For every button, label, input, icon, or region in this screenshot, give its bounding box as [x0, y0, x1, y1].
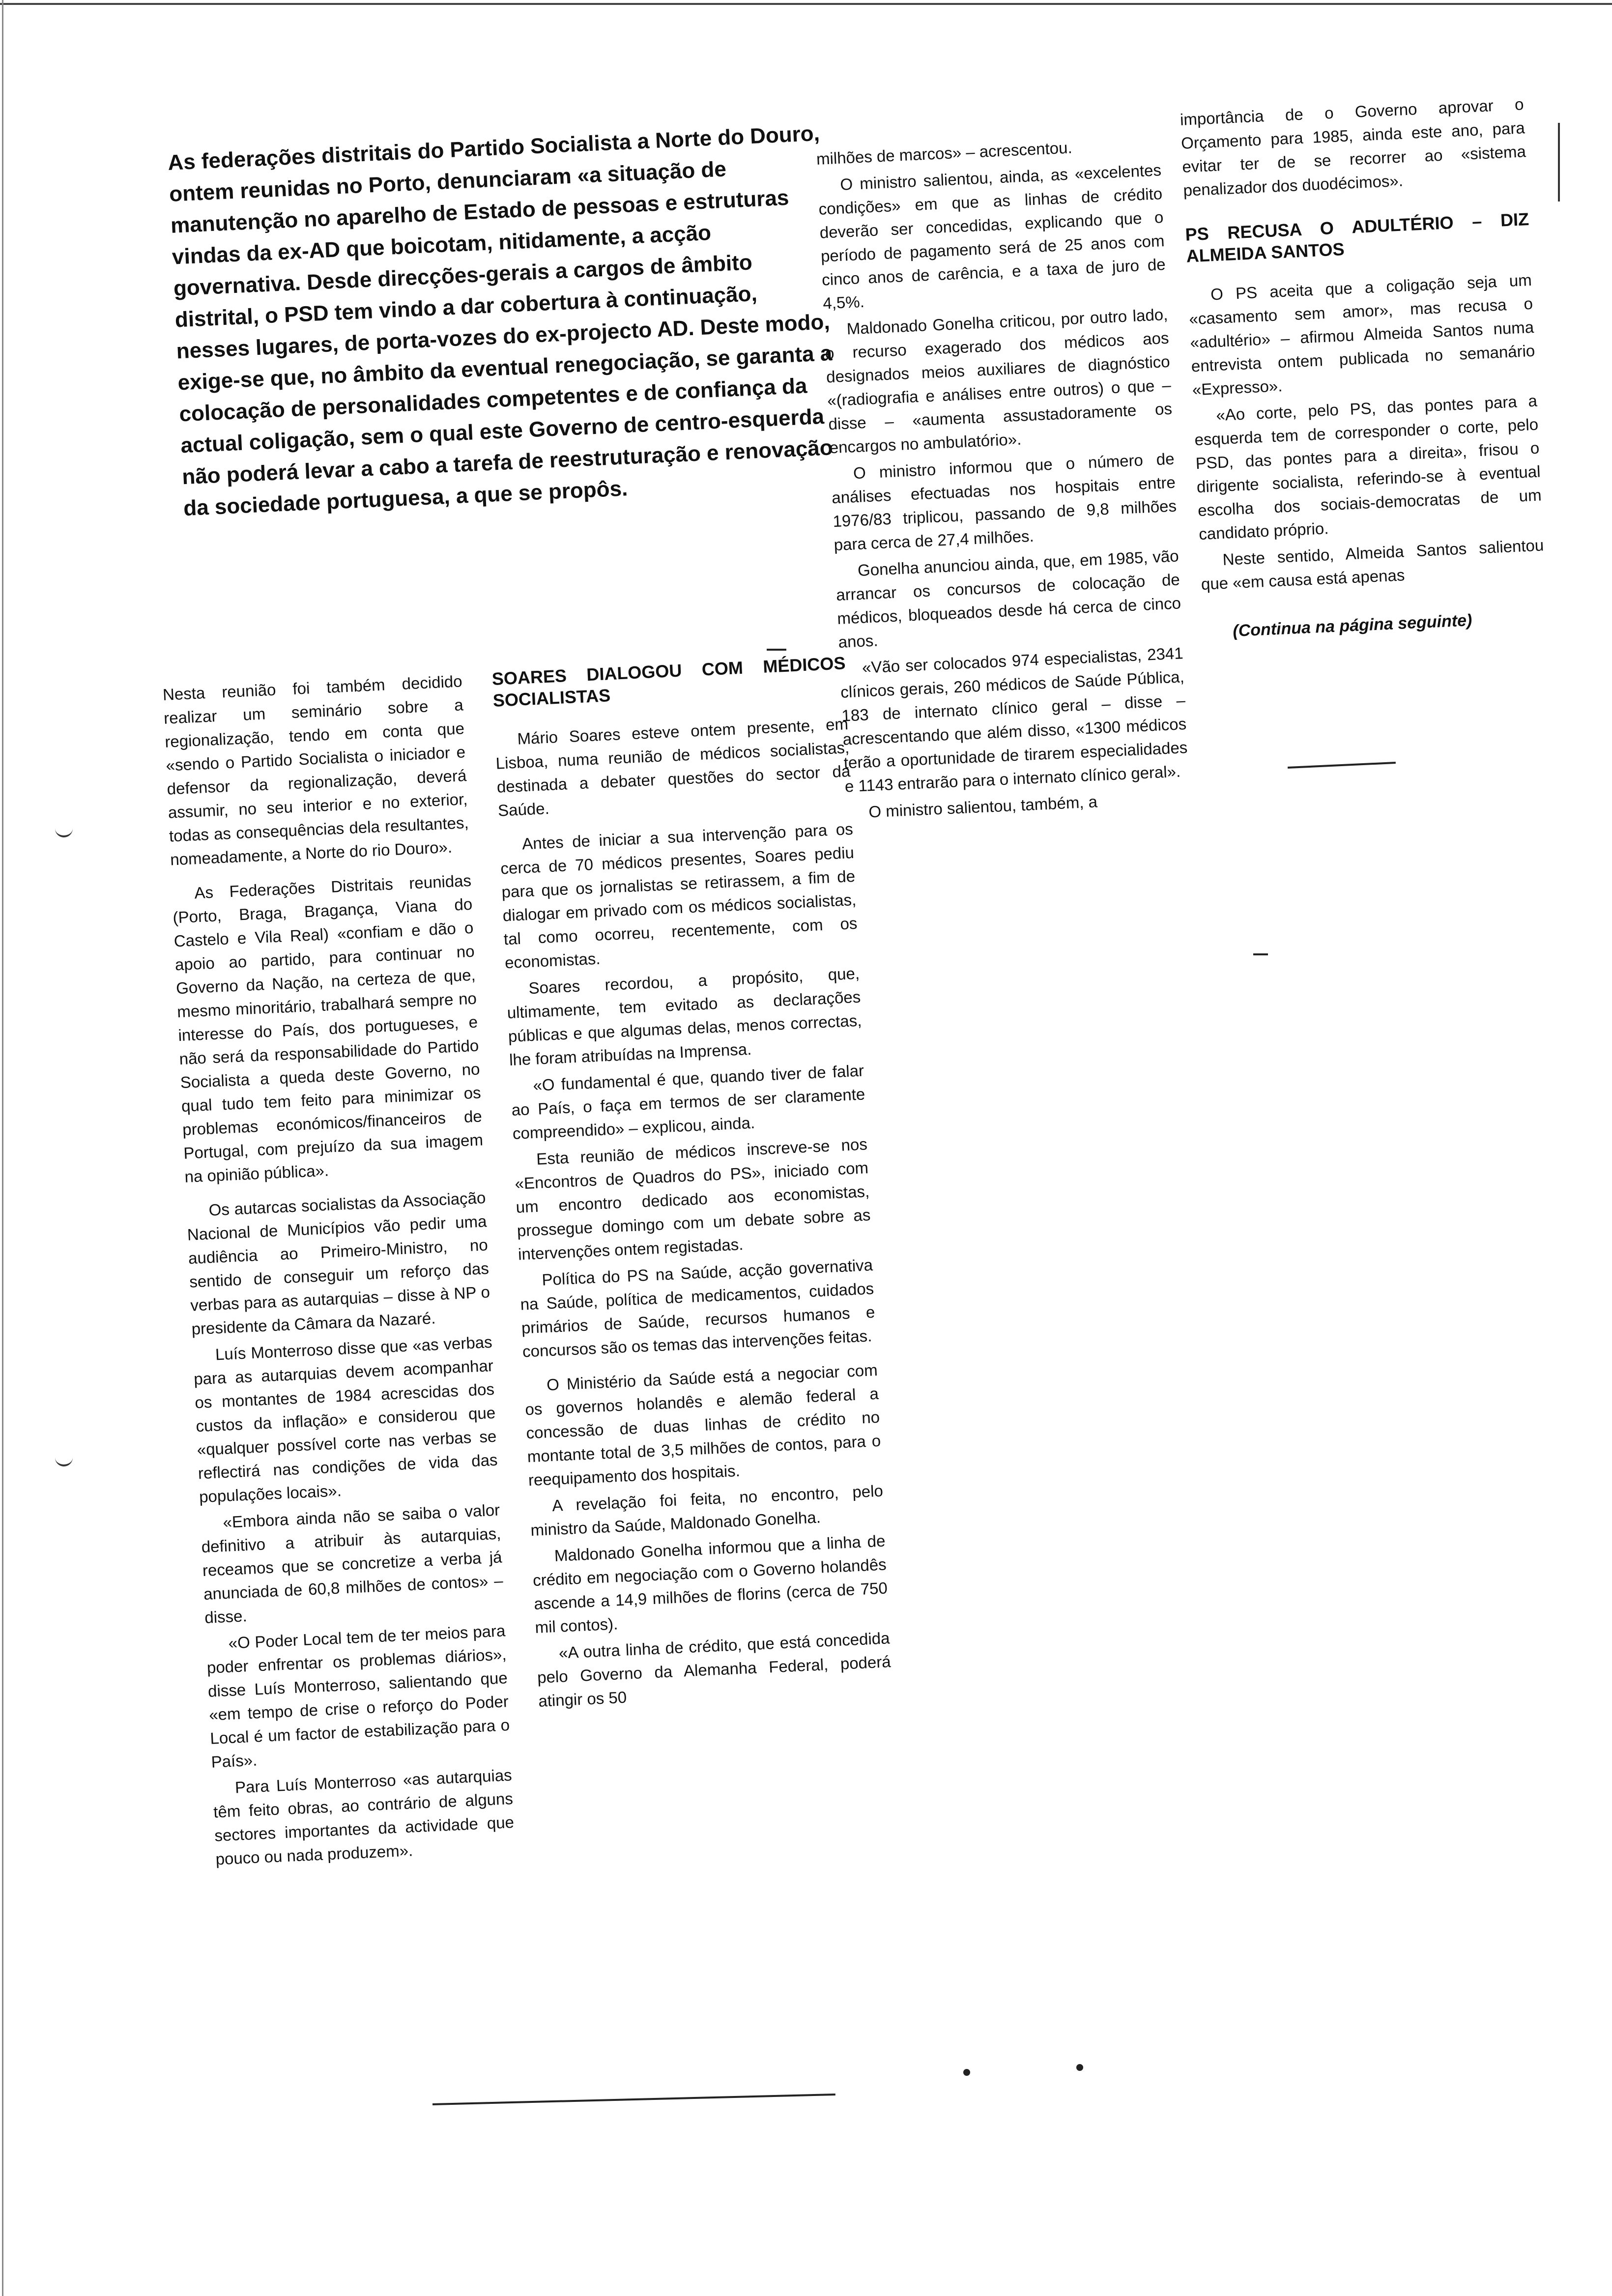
col2-paragraph: Esta reunião de médicos inscreve-se nos «Encontros de Quadros do PS», iniciado com um encontro dedicado aos economistas, prossegue domingo com um debate sobre as intervenções ontem registadas. — [514, 1135, 871, 1263]
scan-speck — [1253, 953, 1268, 955]
col1-paragraph: «O Poder Local tem de ter meios para poder enfrentar os problemas diários», disse Luís Monterroso, salientando que «em tempo de crise o reforço do Poder Local é um factor de estabilização para o País». — [206, 1621, 510, 1771]
col2-paragraph: O Ministério da Saúde está a negociar com os governos holandês e alemão federal a concessão de duas linhas de crédito no montante total de 3,5 milhões de contos, para o reequipamento dos hospitais. — [524, 1360, 881, 1490]
punch-mark — [55, 826, 73, 837]
section-heading-ps-recusa: PS RECUSA O ADULTÉRIO – DIZ ALMEIDA SANTOS — [1184, 209, 1529, 266]
column-3 — [816, 132, 1190, 828]
lead-paragraph: As federações distritais do Partido Socialista a Norte do Douro, ontem reunidas no Porto, denunciaram «a situação de manutenção no aparelho de Estado de pessoas e estruturas vindas da ex-AD que boicotam, nitidamente, a acção governativa. Desde direcções-gerais a cargos de âmbito distrital, o PSD tem vindo a dar cobertura à continuação, nesses lugares, de porta-vozes do ex-projecto AD. Deste modo, exige-se que, no âmbito da eventual renegociação, se garanta a colocação de personalidades competentes e de confiança da actual coligação, sem o qual este Governo de centro-esquerda não poderá levar a cabo a tarefa de reestruturação e renovação da sociedade portuguesa, a que se propôs. — [167, 121, 834, 521]
col2-paragraph: Maldonado Gonelha informou que a linha de crédito em negociação com o Governo holandês ascende a 14,9 milhões de florins (cerca de 750 mil contos). — [532, 1531, 888, 1636]
col1-paragraph: Nesta reunião foi também decidido realizar um seminário sobre a regionalização, tendo em conta que «sendo o Partido Socialista o iniciador e defensor da regionalização, deverá assumir, no seu interior e no exterior, todas as consequências dela resultantes, nomeadamente, a Norte do rio Douro». — [162, 672, 469, 869]
col3-paragraph: O ministro informou que o número de análises efectuadas nos hospitais entre 1976/83 triplicou, passando de 9,8 milhões para cerca de 27,4 milhões. — [831, 449, 1177, 554]
scan-speck — [963, 2069, 970, 2076]
col1-paragraph: As Federações Distritais reunidas (Porto, Braga, Bragança, Viana do Castelo e Vila Real) «confiam e dão o apoio ao partido, para continuar no Governo da Nação, na certeza de que, mesmo minoritário, trabalhará sempre no interesse do País, dos portugueses, e não será da responsabilidade do Partido Socialista a queda deste Governo, no qual tudo tem feito para minimizar os problemas económicos/financeiros de Portugal, com prejuízo da sua imagem na opinião pública». — [172, 871, 484, 1186]
scan-border-left — [2, 0, 3, 2296]
punch-mark — [55, 1455, 73, 1466]
col2-paragraph: A revelação foi feita, no encontro, pelo ministro da Saúde, Maldonado Gonelha. — [530, 1481, 884, 1540]
column-2 — [491, 652, 892, 1716]
col2-paragraph: Soares recordou, a propósito, que, ultimamente, tem evitado as declarações públicas e que algumas delas, menos correctas, lhe foram atribuídas na Imprensa. — [506, 964, 863, 1069]
scan-border-top — [0, 3, 1612, 5]
col2-paragraph: Antes de iniciar a sua intervenção para os cerca de 70 médicos presentes, Soares pediu para que os jornalistas se retirassem, a fim de dialogar em privado com os médicos socialistas, tal como ocorreu, recentemente, com os economistas. — [500, 819, 858, 972]
col3-paragraph: «Vão ser colocados 974 especialistas, 2341 clínicos gerais, 260 médicos de Saúde Pública, 183 de internato clínico geral – disse – acrescentando que além disso, «1300 médicos terão a oportunidade de tirarem especialidades e 1143 entrarão para o internato clínico geral». — [840, 644, 1188, 796]
col1-paragraph: Luís Monterroso disse que «as verbas para as autarquias devem acompanhar os montantes de 1984 acrescidas dos custos da inflação» e considerou que «qualquer possível corte nas verbas se reflectirá nas condições de vida das populações locais». — [193, 1332, 498, 1506]
col1-paragraph: «Embora ainda não se saiba o valor definitivo a atribuir às autarquias, receamos que se concretize a verba já anunciada de 60,8 milhões de contos» – disse. — [201, 1500, 504, 1627]
scan-speck — [767, 649, 786, 651]
col4-paragraph: O PS aceita que a coligação seja um «casamento sem amor», mas recusa o «adultério» – afirmou Almeida Santos numa entrevista ontem publicada no semanário «Expresso». — [1188, 270, 1535, 399]
col2-paragraph: «O fundamental é que, quando tiver de falar ao País, o faça em termos de ser claramente compreendido» – explicou, ainda. — [511, 1061, 865, 1143]
col4-paragraph: «Ao corte, pelo PS, das pontes para a esquerda tem de corresponder o corte, pelo PSD, das pontes para a direita», frisou o dirigente socialista, referindo-se à eventual escolha dos sociais-democratas de um candidato próprio. — [1194, 391, 1542, 544]
col3-paragraph: Gonelha anunciou ainda, que, em 1985, vão arrancar os concursos de colocação de médicos, bloqueados desde há cerca de cinco anos. — [835, 546, 1181, 651]
col4-intro: importância de o Governo aprovar o Orçamento para 1985, ainda este ano, para evitar ter de se recorrer ao «sistema penalizador dos duodécimos». — [1180, 95, 1526, 200]
col3-paragraph: Maldonado Gonelha criticou, por outro lado, o recurso exagerado dos médicos aos designados meios auxiliares de diagnóstico «(radiografia e análises entre outros) o que – disse – «aumenta assustadoramente os encargos no ambulatório». — [825, 305, 1173, 457]
col1-paragraph: Para Luís Monterroso «as autarquias têm feito obras, ao contrário de alguns sectores importantes da actividade que pouco ou nada produzem». — [213, 1766, 515, 1868]
scan-speck — [1076, 2064, 1083, 2071]
col2-paragraph: «A outra linha de crédito, que está concedida pelo Governo da Alemanha Federal, poderá atingir os 50 — [537, 1629, 892, 1710]
column-1 — [162, 669, 516, 1874]
continued-note: (Continua na página seguinte) — [1232, 611, 1473, 641]
col2-paragraph: Mário Soares esteve ontem presente, em Lisboa, numa reunião de médicos socialistas, destinada a debater questões do sector da Saúde. — [495, 715, 851, 820]
section-heading-soares: SOARES DIALOGOU COM MÉDICOS SOCIALISTAS — [491, 653, 846, 711]
col3-paragraph: milhões de marcos» – acrescentou. — [816, 138, 1073, 168]
col2-paragraph: Política do PS na Saúde, acção governativa na Saúde, política de medicamentos, cuidados primários de Saúde, recursos humanos e concursos são os temas das intervenções feitas. — [519, 1256, 876, 1361]
col3-paragraph: O ministro salientou, também, a — [868, 792, 1098, 821]
end-rule-bottom — [432, 2094, 835, 2105]
col4-paragraph: Neste sentido, Almeida Santos salientou que «em causa está apenas — [1201, 536, 1544, 593]
end-rule-right — [1288, 762, 1396, 769]
margin-mark-right — [1558, 123, 1560, 201]
column-4 — [1180, 92, 1548, 644]
col3-paragraph: O ministro salientou, ainda, as «excelentes condições» em que as linhas de crédito deverão ser concedidas, explicando que o período de pagamento será de 25 anos com cinco anos de carência, e a taxa de juro de 4,5%. — [818, 161, 1166, 313]
col1-paragraph: Os autarcas socialistas da Associação Nacional de Municípios vão pedir uma audiência ao Primeiro-Ministro, no sentido de conseguir um reforço das verbas para as autarquias – disse à NP o presidente da Câmara da Nazaré. — [187, 1188, 490, 1338]
